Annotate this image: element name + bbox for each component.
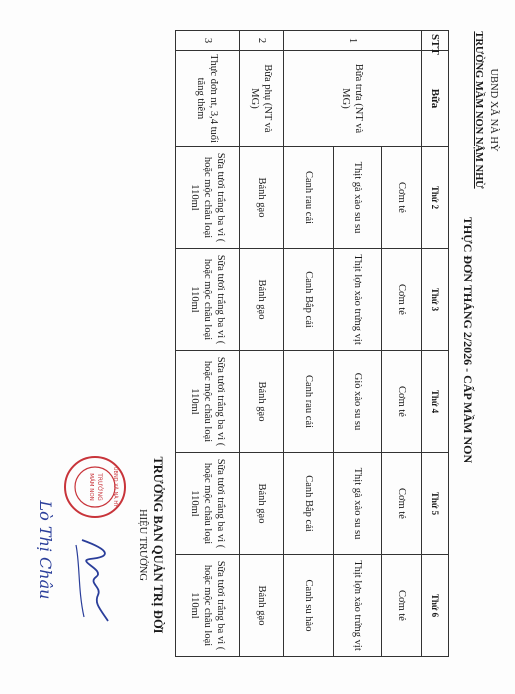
cell-meal: Thực đơn nt, 3,4 tuổi tăng thêm: [176, 51, 240, 147]
svg-text:TRƯỜNG: TRƯỜNG: [96, 473, 103, 501]
menu-table: [175, 30, 449, 657]
signature-block: [36, 420, 165, 670]
signer-name: Lò Thị Châu: [36, 500, 55, 600]
header-day: Thứ 3: [422, 249, 449, 351]
table-cell: Bánh gạo: [240, 147, 284, 249]
table-cell: Cơm tẻ: [382, 147, 422, 249]
cell-meal: Bữa trưa (NT và MG): [284, 51, 422, 147]
table-cell: Canh Bắp cải: [284, 249, 334, 351]
table-cell: Sữa tươi trắng ba vì ( hoặc mộc châu loại 110ml: [176, 147, 240, 249]
table-cell: Sữa tươi trắng ba vì ( hoặc mộc châu loại 110ml: [176, 453, 240, 555]
table-cell: Bánh gạo: [240, 555, 284, 657]
cell-meal: Bữa phụ (NT và MG): [240, 51, 284, 147]
table-cell: Cơm tẻ: [382, 249, 422, 351]
table-cell: Cơm tẻ: [382, 351, 422, 453]
table-row: [176, 31, 240, 657]
table-header-row: [422, 31, 449, 657]
table-cell: Thịt lợn xào trứng vịt: [334, 555, 382, 657]
table-cell: Bánh gạo: [240, 351, 284, 453]
table-cell: Thịt gà xào su su: [334, 453, 382, 555]
org-line-2: TRƯỜNG MẦM NON NẬM NHỪ: [473, 31, 484, 189]
org-line-1: UBND XÃ NÀ HỲ: [488, 68, 499, 152]
cell-stt: 3: [176, 31, 240, 51]
table-cell: Canh su hào: [284, 555, 334, 657]
table-cell: Canh Bắp cải: [284, 453, 334, 555]
header-day: Thứ 2: [422, 147, 449, 249]
organization-header: [471, 10, 501, 210]
table-cell: Sữa tươi trắng ba vì ( hoặc mộc châu loại 110ml: [176, 351, 240, 453]
header-day: Thứ 6: [422, 555, 449, 657]
cell-stt: 1: [284, 31, 422, 51]
table-cell: Thịt gà xào su su: [334, 147, 382, 249]
header-meal: Bữa: [422, 51, 449, 147]
header-day: Thứ 4: [422, 351, 449, 453]
header-stt: STT: [422, 31, 449, 51]
table-row: [382, 31, 422, 657]
table-cell: Giò xào su su: [334, 351, 382, 453]
table-cell: Sữa tươi trắng ba vì ( hoặc mộc châu loại 110ml: [176, 249, 240, 351]
signature-title: TRƯỞNG BAN QUẢN TRỊ ĐỜI: [151, 456, 165, 634]
table-cell: Thịt lợn xào trứng vịt: [334, 249, 382, 351]
header-day: Thứ 5: [422, 453, 449, 555]
document-title: THỰC ĐƠN THÁNG 2/2026 - CẤP MẦM NON: [461, 216, 475, 464]
signature-role: HIỆU TRƯỞNG: [137, 509, 148, 581]
table-row: [240, 31, 284, 657]
cell-stt: 2: [240, 31, 284, 51]
svg-text:MẦM NON: MẦM NON: [88, 473, 94, 501]
svg-text:UBND XÃ NÀ HỲ: UBND XÃ NÀ HỲ: [112, 466, 118, 508]
table-cell: Sữa tươi trắng ba vì ( hoặc mộc châu loại 110ml: [176, 555, 240, 657]
official-stamp-icon: [63, 455, 127, 519]
table-cell: Canh rau cải: [284, 147, 334, 249]
table-cell: Canh rau cải: [284, 351, 334, 453]
handwritten-signature-icon: [70, 535, 120, 625]
table-cell: Bánh gạo: [240, 453, 284, 555]
table-cell: Cơm tẻ: [382, 555, 422, 657]
table-cell: Cơm tẻ: [382, 453, 422, 555]
table-cell: Bánh gạo: [240, 249, 284, 351]
